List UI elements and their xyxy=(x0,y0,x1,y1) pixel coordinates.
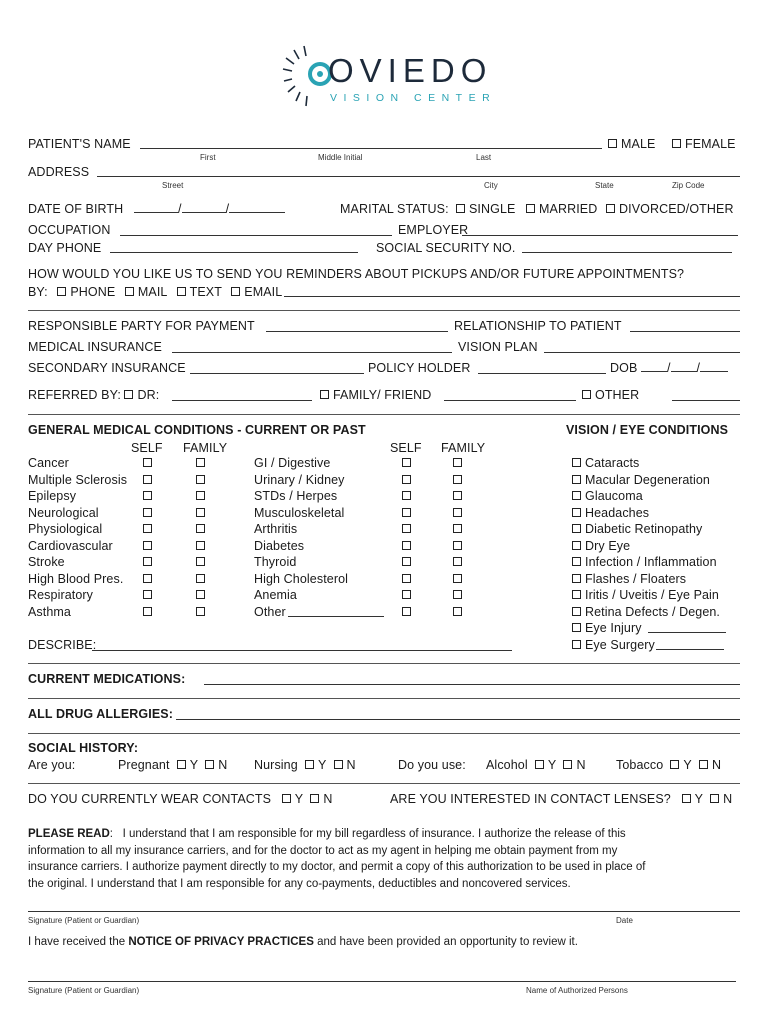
vision-condition-label: Eye Injury xyxy=(585,621,642,635)
privacy-signature-line[interactable] xyxy=(28,981,736,982)
checkbox-icon[interactable] xyxy=(535,760,544,769)
divider xyxy=(28,414,740,415)
vision-condition-label: Infection / Inflammation xyxy=(585,555,717,569)
single-option[interactable]: SINGLE xyxy=(456,202,515,216)
authorized-persons-label: Name of Authorized Persons xyxy=(526,986,628,995)
privacy-signature-label: Signature (Patient or Guardian) xyxy=(28,986,140,995)
secondary-insurance-label: SECONDARY INSURANCE xyxy=(28,361,186,375)
checkbox-icon[interactable] xyxy=(196,458,205,467)
last-sublabel: Last xyxy=(476,153,492,162)
checkbox-icon[interactable] xyxy=(402,508,411,517)
checkbox-icon[interactable] xyxy=(402,524,411,533)
condition-label: Physiological xyxy=(28,522,103,536)
reminder-options xyxy=(28,285,282,299)
married-option[interactable]: MARRIED xyxy=(526,202,597,216)
checkbox-icon[interactable] xyxy=(453,508,462,517)
responsible-party-label: RESPONSIBLE PARTY FOR PAYMENT xyxy=(28,319,255,333)
medical-insurance-field[interactable] xyxy=(172,352,452,353)
eye-surgery-field[interactable] xyxy=(656,649,724,650)
occupation-field[interactable] xyxy=(120,235,392,236)
medications-label: CURRENT MEDICATIONS: xyxy=(28,672,186,686)
checkbox-icon[interactable] xyxy=(453,524,462,533)
ssn-label: SOCIAL SECURITY NO. xyxy=(376,241,516,255)
divorced-option[interactable]: DIVORCED/OTHER xyxy=(606,202,734,216)
condition-checkbox[interactable] xyxy=(196,555,209,569)
checkbox-icon[interactable] xyxy=(177,287,186,296)
checkbox-icon[interactable] xyxy=(124,390,133,399)
pregnant-question: Pregnant Y N xyxy=(118,758,228,772)
condition-checkbox[interactable] xyxy=(143,539,156,553)
family-friend-option[interactable]: FAMILY/ FRIEND xyxy=(320,388,431,402)
checkbox-icon[interactable] xyxy=(402,574,411,583)
condition-checkbox[interactable] xyxy=(453,572,466,586)
condition-checkbox[interactable] xyxy=(196,572,209,586)
condition-checkbox[interactable] xyxy=(196,539,209,553)
divider xyxy=(28,698,740,699)
checkbox-icon[interactable] xyxy=(57,287,66,296)
checkbox-icon[interactable] xyxy=(177,760,186,769)
checkbox-icon[interactable] xyxy=(196,508,205,517)
condition-checkbox[interactable] xyxy=(402,588,415,602)
checkbox-icon[interactable] xyxy=(710,794,719,803)
condition-label: Multiple Sclerosis xyxy=(28,472,128,487)
vision-plan-field[interactable] xyxy=(544,352,740,353)
checkbox-icon[interactable] xyxy=(572,475,581,484)
checkbox-icon[interactable] xyxy=(572,574,581,583)
dob-label: DATE OF BIRTH xyxy=(28,202,124,216)
condition-checkbox[interactable] xyxy=(196,489,209,503)
email-option[interactable]: EMAIL xyxy=(231,285,282,299)
condition-checkbox[interactable] xyxy=(453,555,466,569)
checkbox-icon[interactable] xyxy=(143,574,152,583)
address-field[interactable] xyxy=(97,176,740,177)
medications-field[interactable] xyxy=(204,684,740,685)
vision-condition-label: Diabetic Retinopathy xyxy=(585,522,703,536)
checkbox-icon[interactable] xyxy=(143,541,152,550)
vision-condition-label: Retina Defects / Degen. xyxy=(585,604,721,619)
logo-subtitle: VISION CENTER xyxy=(330,92,497,104)
condition-checkbox[interactable] xyxy=(402,539,415,553)
referred-label: REFERRED BY: DR: xyxy=(28,388,160,402)
checkbox-icon[interactable] xyxy=(606,204,615,213)
checkbox-icon[interactable] xyxy=(282,794,291,803)
relationship-label: RELATIONSHIP TO PATIENT xyxy=(454,319,622,333)
checkbox-icon[interactable] xyxy=(402,491,411,500)
condition-checkbox[interactable] xyxy=(143,572,156,586)
condition-checkbox[interactable] xyxy=(453,588,466,602)
text-option[interactable]: TEXT xyxy=(177,285,222,299)
other-option[interactable]: OTHER xyxy=(582,388,639,402)
relationship-field[interactable] xyxy=(630,331,740,332)
do-you-use-label: Do you use: xyxy=(398,758,466,772)
checkbox-icon[interactable] xyxy=(453,607,462,616)
day-phone-label: DAY PHONE xyxy=(28,241,102,255)
checkbox-icon[interactable] xyxy=(456,204,465,213)
reminder-question: HOW WOULD YOU LIKE US TO SEND YOU REMINDERS ABOUT PICKUPS AND/OR FUTURE APPOINTMENTS? xyxy=(28,267,685,281)
condition-label: Neurological xyxy=(28,505,99,520)
female-option[interactable]: FEMALE xyxy=(672,137,736,151)
condition-label: Asthma xyxy=(28,604,71,619)
checkbox-icon[interactable] xyxy=(196,607,205,616)
condition-label: Cancer xyxy=(28,456,69,470)
vision-plan-label: VISION PLAN xyxy=(458,340,538,354)
checkbox-icon[interactable] xyxy=(196,574,205,583)
checkbox-icon[interactable] xyxy=(453,491,462,500)
checkbox-icon[interactable] xyxy=(572,607,581,616)
checkbox-icon[interactable] xyxy=(608,139,617,148)
state-sublabel: State xyxy=(595,181,614,190)
condition-checkbox[interactable] xyxy=(453,473,466,487)
checkbox-icon[interactable] xyxy=(402,475,411,484)
condition-label: High Cholesterol xyxy=(254,571,349,586)
checkbox-icon[interactable] xyxy=(143,607,152,616)
condition-checkbox[interactable] xyxy=(196,456,209,470)
vision-condition-label: Cataracts xyxy=(585,456,640,470)
vision-condition-item[interactable] xyxy=(572,489,643,503)
divider xyxy=(28,733,740,734)
checkbox-icon[interactable] xyxy=(572,491,581,500)
condition-checkbox[interactable] xyxy=(143,555,156,569)
medical-conditions-title: GENERAL MEDICAL CONDITIONS - CURRENT OR PAST xyxy=(28,423,366,437)
condition-label: Urinary / Kidney xyxy=(254,472,345,487)
family-header: FAMILY xyxy=(441,441,486,455)
vision-condition-label: Headaches xyxy=(585,505,650,520)
logo-eye-icon xyxy=(282,44,332,110)
street-sublabel: Street xyxy=(162,181,184,190)
by-label: BY: xyxy=(28,285,48,299)
zip-sublabel: Zip Code xyxy=(672,181,705,190)
address-label: ADDRESS xyxy=(28,165,90,179)
vision-condition-item[interactable] xyxy=(572,555,717,569)
vision-condition-item[interactable] xyxy=(572,621,642,635)
policy-holder-field[interactable] xyxy=(478,373,606,374)
condition-checkbox[interactable] xyxy=(143,489,156,503)
checkbox-icon[interactable] xyxy=(572,524,581,533)
checkbox-icon[interactable] xyxy=(305,760,314,769)
condition-checkbox[interactable] xyxy=(196,506,209,520)
allergies-label: ALL DRUG ALLERGIES: xyxy=(28,707,173,721)
email-field[interactable] xyxy=(284,296,740,297)
checkbox-icon[interactable] xyxy=(572,623,581,632)
condition-label: Anemia xyxy=(254,588,297,602)
checkbox-icon[interactable] xyxy=(143,557,152,566)
vision-condition-item[interactable] xyxy=(572,572,686,586)
vision-condition-label: Flashes / Floaters xyxy=(585,571,687,586)
condition-checkbox[interactable] xyxy=(143,588,156,602)
checkbox-icon[interactable] xyxy=(143,590,152,599)
condition-checkbox[interactable] xyxy=(453,506,466,520)
divider xyxy=(28,310,740,311)
date-label: Date xyxy=(616,916,633,925)
checkbox-icon[interactable] xyxy=(310,794,319,803)
responsible-party-field[interactable] xyxy=(266,331,448,332)
nursing-question: Nursing Y N xyxy=(254,758,356,772)
condition-label: GI / Digestive xyxy=(254,456,331,470)
signature-label: Signature (Patient or Guardian) xyxy=(28,916,140,925)
checkbox-icon[interactable] xyxy=(205,760,214,769)
condition-checkbox[interactable] xyxy=(453,456,466,470)
checkbox-icon[interactable] xyxy=(699,760,708,769)
wear-contacts-question: DO YOU CURRENTLY WEAR CONTACTS Y N xyxy=(28,792,333,806)
checkbox-icon[interactable] xyxy=(143,491,152,500)
condition-label: Musculoskeletal xyxy=(254,505,345,520)
vision-conditions-title: VISION / EYE CONDITIONS xyxy=(566,423,729,437)
condition-checkbox[interactable] xyxy=(453,522,466,536)
male-option[interactable]: MALE xyxy=(608,137,655,151)
social-history-title: SOCIAL HISTORY: xyxy=(28,741,139,755)
condition-checkbox[interactable] xyxy=(402,456,415,470)
signature-line[interactable] xyxy=(28,911,740,912)
are-you-label: Are you: xyxy=(28,758,76,772)
allergies-field[interactable] xyxy=(176,719,740,720)
describe-label: DESCRIBE: xyxy=(28,638,97,652)
employer-field[interactable] xyxy=(462,235,738,236)
checkbox-icon[interactable] xyxy=(563,760,572,769)
other-condition-field[interactable] xyxy=(288,616,384,617)
family-header: FAMILY xyxy=(183,441,228,455)
vision-condition-item[interactable] xyxy=(572,539,630,553)
checkbox-icon[interactable] xyxy=(231,287,240,296)
checkbox-icon[interactable] xyxy=(143,475,152,484)
checkbox-icon[interactable] xyxy=(196,557,205,566)
phone-option[interactable]: PHONE xyxy=(57,285,115,299)
secondary-insurance-field[interactable] xyxy=(190,373,364,374)
vision-condition-item[interactable] xyxy=(572,456,639,470)
condition-checkbox[interactable] xyxy=(402,473,415,487)
condition-label: STDs / Herpes xyxy=(254,489,338,503)
divider xyxy=(28,783,740,784)
checkbox-icon[interactable] xyxy=(402,607,411,616)
dob-field[interactable]: / / xyxy=(134,202,285,216)
day-phone-field[interactable] xyxy=(110,252,358,253)
alcohol-question: Alcohol Y N xyxy=(486,758,586,772)
checkbox-icon[interactable] xyxy=(672,139,681,148)
eye-injury-field[interactable] xyxy=(648,632,726,633)
checkbox-icon[interactable] xyxy=(572,458,581,467)
condition-checkbox[interactable] xyxy=(453,605,466,619)
vision-condition-item[interactable] xyxy=(572,473,710,487)
condition-checkbox[interactable] xyxy=(402,605,415,619)
vision-condition-label: Iritis / Uveitis / Eye Pain xyxy=(585,588,719,602)
checkbox-icon[interactable] xyxy=(334,760,343,769)
condition-label: Diabetes xyxy=(254,538,305,553)
ssn-field[interactable] xyxy=(522,252,732,253)
checkbox-icon[interactable] xyxy=(143,524,152,533)
condition-checkbox[interactable] xyxy=(196,588,209,602)
policy-dob[interactable]: DOB / / xyxy=(610,361,728,375)
checkbox-icon[interactable] xyxy=(526,204,535,213)
checkbox-icon[interactable] xyxy=(453,458,462,467)
checkbox-icon[interactable] xyxy=(453,557,462,566)
checkbox-icon[interactable] xyxy=(572,508,581,517)
vision-condition-label: Dry Eye xyxy=(585,538,631,553)
checkbox-icon[interactable] xyxy=(453,541,462,550)
checkbox-icon[interactable] xyxy=(572,541,581,550)
condition-checkbox[interactable] xyxy=(143,473,156,487)
checkbox-icon[interactable] xyxy=(196,491,205,500)
condition-checkbox[interactable] xyxy=(196,522,209,536)
condition-label: Other xyxy=(254,604,286,619)
checkbox-icon[interactable] xyxy=(402,590,411,599)
condition-checkbox[interactable] xyxy=(402,489,415,503)
self-header: SELF xyxy=(131,441,163,455)
patient-name-field[interactable] xyxy=(140,148,602,149)
vision-condition-item[interactable] xyxy=(572,638,655,652)
vision-condition-label: Macular Degeneration xyxy=(585,472,710,487)
condition-label: Thyroid xyxy=(254,555,297,569)
occupation-label: OCCUPATION xyxy=(28,223,111,237)
vision-condition-label: Glaucoma xyxy=(585,489,643,503)
checkbox-icon[interactable] xyxy=(453,475,462,484)
city-sublabel: City xyxy=(484,181,498,190)
checkbox-icon[interactable] xyxy=(670,760,679,769)
condition-checkbox[interactable] xyxy=(143,522,156,536)
policy-holder-label: POLICY HOLDER xyxy=(368,361,471,375)
checkbox-icon[interactable] xyxy=(682,794,691,803)
condition-checkbox[interactable] xyxy=(143,605,156,619)
condition-label: Epilepsy xyxy=(28,489,77,503)
employer-label: EMPLOYER xyxy=(398,223,469,237)
condition-checkbox[interactable] xyxy=(143,506,156,520)
condition-label: High Blood Pres. xyxy=(28,571,124,586)
logo-name: OVIEDO xyxy=(328,52,493,89)
first-sublabel: First xyxy=(200,153,216,162)
checkbox-icon[interactable] xyxy=(453,590,462,599)
condition-checkbox[interactable] xyxy=(453,489,466,503)
condition-checkbox[interactable] xyxy=(143,456,156,470)
condition-checkbox[interactable] xyxy=(402,572,415,586)
checkbox-icon[interactable] xyxy=(196,541,205,550)
marital-status-label: MARITAL STATUS: xyxy=(340,202,449,216)
checkbox-icon[interactable] xyxy=(196,590,205,599)
checkbox-icon[interactable] xyxy=(320,390,329,399)
checkbox-icon[interactable] xyxy=(125,287,134,296)
checkbox-icon[interactable] xyxy=(572,590,581,599)
condition-label: Respiratory xyxy=(28,588,94,602)
condition-checkbox[interactable] xyxy=(453,539,466,553)
checkbox-icon[interactable] xyxy=(143,508,152,517)
condition-label: Arthritis xyxy=(254,522,298,536)
checkbox-icon[interactable] xyxy=(196,524,205,533)
checkbox-icon[interactable] xyxy=(582,390,591,399)
mail-option[interactable]: MAIL xyxy=(125,285,167,299)
checkbox-icon[interactable] xyxy=(572,640,581,649)
patient-name-label: PATIENT'S NAME xyxy=(28,137,131,151)
describe-field[interactable] xyxy=(92,650,512,651)
condition-checkbox[interactable] xyxy=(196,605,209,619)
checkbox-icon[interactable] xyxy=(196,475,205,484)
family-friend-field[interactable] xyxy=(444,400,576,401)
condition-checkbox[interactable] xyxy=(402,522,415,536)
checkbox-icon[interactable] xyxy=(402,458,411,467)
other-field[interactable] xyxy=(672,400,740,401)
referred-dr-field[interactable] xyxy=(172,400,312,401)
consent-text: PLEASE READ: I understand that I am responsible for my bill regardless of insurance. I authorize the release of this information to all my insurance carriers, and for the doctor to act as my agent in helping me obtain payment from my insurance carriers. I authorize payment directly to my doctor, and permit a copy of this authorization to be used in place of the original. I understand that I am responsible for any co-payments, deductibles and noncovered services. xyxy=(28,828,646,890)
vision-condition-item[interactable] xyxy=(572,588,719,602)
condition-checkbox[interactable] xyxy=(402,555,415,569)
condition-label: Cardiovascular xyxy=(28,538,113,553)
divider xyxy=(28,663,740,664)
vision-condition-item[interactable] xyxy=(572,605,720,619)
checkbox-icon[interactable] xyxy=(402,557,411,566)
privacy-statement: I have received the NOTICE OF PRIVACY PRACTICES and have been provided an opportunity to review it. xyxy=(28,936,578,948)
checkbox-icon[interactable] xyxy=(402,541,411,550)
vision-condition-item[interactable] xyxy=(572,506,649,520)
medical-insurance-label: MEDICAL INSURANCE xyxy=(28,340,162,354)
condition-label: Stroke xyxy=(28,555,65,569)
vision-condition-label: Eye Surgery xyxy=(585,637,655,652)
vision-condition-item[interactable] xyxy=(572,522,702,536)
checkbox-icon[interactable] xyxy=(453,574,462,583)
self-header: SELF xyxy=(390,441,422,455)
checkbox-icon[interactable] xyxy=(143,458,152,467)
checkbox-icon[interactable] xyxy=(572,557,581,566)
condition-checkbox[interactable] xyxy=(196,473,209,487)
tobacco-question: Tobacco Y N xyxy=(616,758,722,772)
interested-contacts-question: ARE YOU INTERESTED IN CONTACT LENSES? Y N xyxy=(390,792,733,806)
condition-checkbox[interactable] xyxy=(402,506,415,520)
middle-sublabel: Middle Initial xyxy=(318,153,363,162)
